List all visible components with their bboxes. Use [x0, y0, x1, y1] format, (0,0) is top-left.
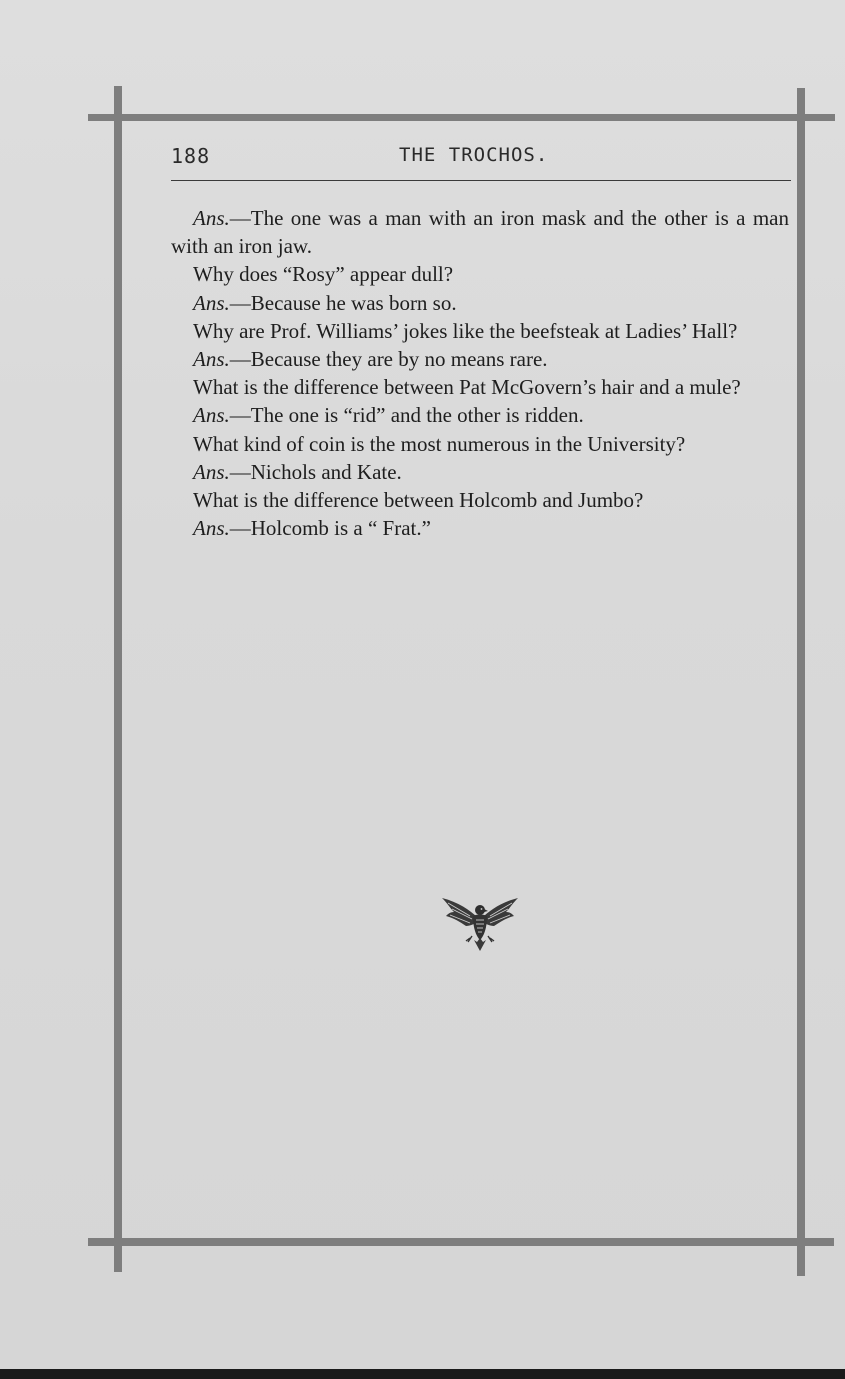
border-rule-right [797, 88, 805, 1276]
paragraph [171, 458, 789, 486]
paragraph [171, 260, 789, 288]
paragraph-text: Why are Prof. Williams’ jokes like the beefsteak at Ladies’ Hall? [193, 318, 738, 343]
paragraph-text: —Holcomb is a “ Frat.” [229, 516, 431, 541]
paragraph [171, 486, 789, 514]
paragraph-text: —Nichols and Kate. [229, 459, 402, 484]
paragraph [171, 289, 789, 317]
paragraph-text: What kind of coin is the most numerous in the University? [193, 431, 686, 456]
paragraph [171, 514, 789, 542]
body-text [171, 204, 789, 542]
paragraph-text: —The one is “rid” and the other is ridden. [229, 403, 584, 428]
paragraph [171, 373, 789, 401]
answer-label: Ans. [193, 206, 230, 230]
paragraph [171, 345, 789, 373]
paragraph-text: —The one was a man with an iron mask and the other is a man with an iron jaw. [171, 206, 789, 259]
answer-label: Ans. [193, 290, 230, 315]
page-header [171, 144, 791, 172]
paragraph-text: —Because he was born so. [229, 290, 457, 315]
scan-edge [0, 1369, 845, 1379]
running-title: THE TROCHOS. [399, 144, 549, 166]
answer-label: Ans. [193, 459, 230, 484]
paragraph-text: What is the difference between Holcomb and Jumbo? [193, 488, 644, 513]
header-rule [171, 180, 791, 181]
paragraph-text: —Because they are by no means rare. [229, 347, 548, 372]
answer-label: Ans. [193, 403, 230, 428]
paragraph [171, 317, 789, 345]
paragraph-text: Why does “Rosy” appear dull? [193, 262, 454, 287]
answer-label: Ans. [193, 516, 230, 541]
paragraph-text: What is the difference between Pat McGovern’s hair and a mule? [193, 375, 741, 400]
eagle-ornament-icon [440, 894, 520, 952]
paragraph [171, 401, 789, 429]
border-rule-left [114, 86, 122, 1272]
paragraph [171, 204, 789, 260]
border-rule-top [88, 114, 835, 121]
answer-label: Ans. [193, 347, 230, 372]
page-number: 188 [171, 144, 211, 168]
border-rule-bottom [88, 1238, 834, 1246]
paragraph [171, 430, 789, 458]
